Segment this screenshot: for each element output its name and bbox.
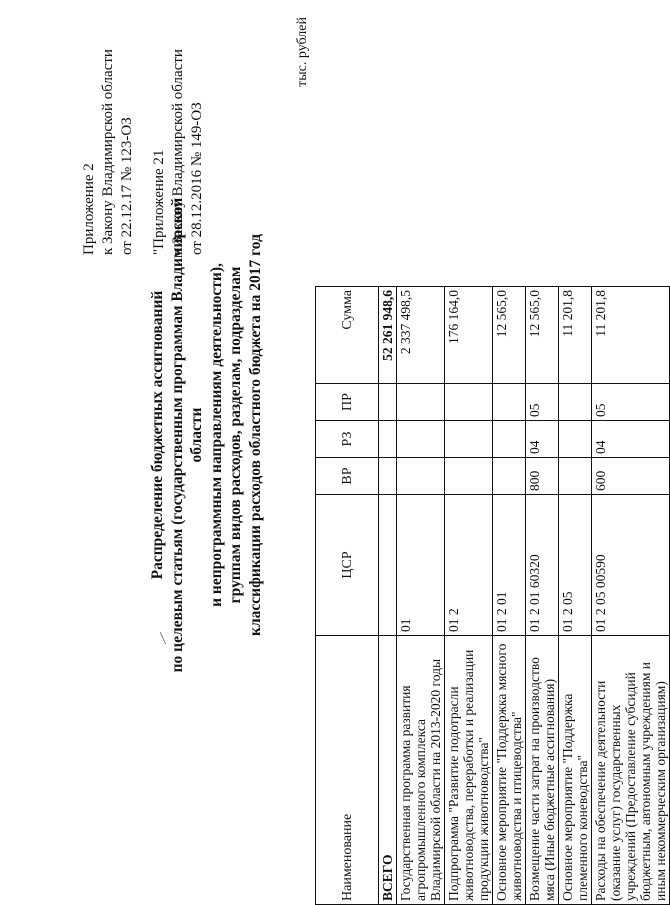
cell-rz: 04: [592, 421, 670, 458]
cell-name: Расходы на обеспечение деятельности (оказание услуг) государственных учреждений (Предоставление субсидий бюджетным, автономным учреждениям и иным некоммерческим организациям): [592, 636, 670, 905]
cell-pr: 05: [592, 384, 670, 421]
pen-mark-icon: ⁄: [155, 633, 172, 644]
units-label: тыс. рублей: [295, 17, 310, 87]
cell-vr: [397, 458, 445, 495]
cell-rz: [379, 421, 397, 458]
cell-sum: 12 565,0: [526, 287, 559, 384]
header-vr: ВР: [316, 458, 379, 495]
cell-name: Подпрограмма "Развитие подотрасли животноводства, переработки и реализации продукции животноводства": [445, 636, 493, 905]
cell-csr: [379, 495, 397, 636]
title-line-5: классификации расходов областного бюджета на 2017 год: [246, 234, 264, 636]
cell-vr: [559, 458, 592, 495]
cell-sum: 11 201,8: [592, 287, 670, 384]
header-csr: ЦСР: [316, 495, 379, 636]
table-header-row: [316, 287, 379, 905]
appendix-2-header: [80, 15, 137, 255]
title-line-2: по целевым статьям (государственным программам Владимирской области: [168, 197, 205, 673]
cell-vr: [379, 458, 397, 495]
table-row: [526, 287, 559, 905]
cell-pr: [493, 384, 526, 421]
cell-sum: 176 164,0: [445, 287, 493, 384]
cell-pr: [379, 384, 397, 421]
cell-vr: 600: [592, 458, 670, 495]
cell-name: ВСЕГО: [379, 636, 397, 905]
table-row: [397, 287, 445, 905]
cell-pr: [559, 384, 592, 421]
cell-name: Основное мероприятие "Поддержка племенного коневодства": [559, 636, 592, 905]
cell-csr: 01 2 01: [493, 495, 526, 636]
cell-rz: [493, 421, 526, 458]
header-pr: ПР: [316, 384, 379, 421]
budget-table: [315, 286, 670, 905]
cell-rz: [397, 421, 445, 458]
table-row: [493, 287, 526, 905]
appendix-2-law: к Закону Владимирской области: [100, 49, 116, 255]
cell-csr: 01 2: [445, 495, 493, 636]
cell-rz: 04: [526, 421, 559, 458]
appendix-2-date: от 22.12.17 № 123-ОЗ: [119, 117, 135, 255]
cell-name: Государственная программа развития агропромышленного комплекса Владимирской области на 2013-2020 годы: [397, 636, 445, 905]
cell-sum: 2 337 498,5: [397, 287, 445, 384]
appendix-21-date: от 28.12.2016 № 149-ОЗ: [189, 102, 205, 255]
cell-sum: 12 565,0: [493, 287, 526, 384]
cell-csr: 01 2 01 60320: [526, 495, 559, 636]
cell-pr: 05: [526, 384, 559, 421]
cell-name: Основное мероприятие "Поддержка мясного животноводства и птицеводства": [493, 636, 526, 905]
cell-sum: 52 261 948,6: [379, 287, 397, 384]
table-row-total: [379, 287, 397, 905]
header-sum: Сумма: [316, 287, 379, 384]
cell-csr: 01 2 05 00590: [592, 495, 670, 636]
title-line-3: и непрограммным направлениям деятельности),: [207, 263, 225, 607]
cell-pr: [445, 384, 493, 421]
table-row: [445, 287, 493, 905]
document-title: [148, 195, 265, 675]
table-row: [559, 287, 592, 905]
title-line-1: Распределение бюджетных ассигнований: [149, 290, 166, 580]
table-row: [592, 287, 670, 905]
cell-rz: [445, 421, 493, 458]
cell-vr: 800: [526, 458, 559, 495]
title-line-4: группам видов расходов, разделам, подразделам: [227, 266, 244, 604]
cell-rz: [559, 421, 592, 458]
cell-sum: 11 201,8: [559, 287, 592, 384]
cell-name: Возмещение части затрат на производство мяса (Иные бюджетные ассигнования): [526, 636, 559, 905]
header-rz: РЗ: [316, 421, 379, 458]
cell-vr: [493, 458, 526, 495]
appendix-21-law: к Закону Владимирской области: [170, 49, 186, 255]
cell-pr: [397, 384, 445, 421]
appendix-21-label: "Приложение 21: [151, 149, 167, 255]
header-name: Наименование: [316, 636, 379, 905]
cell-csr: 01 2 05: [559, 495, 592, 636]
appendix-2-label: Приложение 2: [81, 163, 97, 255]
cell-csr: 01: [397, 495, 445, 636]
cell-vr: [445, 458, 493, 495]
